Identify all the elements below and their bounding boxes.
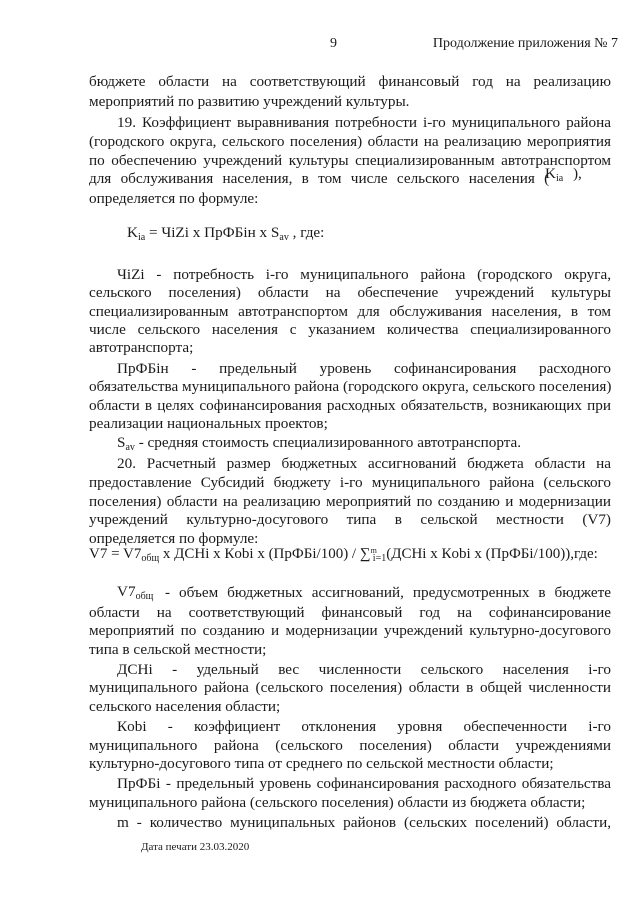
text-line: муниципального района (сельского поселения) области в общей численности: [89, 679, 611, 696]
text-line: ЧiZi - потребность i-го муниципального района (городского округа,: [117, 266, 611, 283]
text-line: культурно-досугового типа от среднего по сельской местности области;: [89, 755, 554, 772]
text-line: определяется по формуле:: [89, 530, 259, 547]
text-line: для обслуживания населения, в том числе сельского населения (: [89, 170, 550, 187]
text-line: обязательства муниципального района (городского округа, сельского поселения): [89, 378, 612, 395]
text-line: области на соответствующий финансовый год на софинансирование: [89, 604, 611, 621]
text-line: определяется по формуле:: [89, 190, 259, 207]
print-date: Дата печати 23.03.2020: [141, 841, 250, 853]
text-line-v7: $V7_{общ}$: [117, 583, 154, 602]
text-line: Кobi - коэффициент отклонения уровня обеспеченности i-го: [117, 718, 611, 735]
text-line: - объем бюджетных ассигнований, предусмотренных в бюджете: [165, 584, 611, 601]
text-line: 19. Коэффициент выравнивания потребности i-го муниципального района: [117, 114, 611, 131]
text-line: автотранспорта;: [89, 339, 194, 356]
text-line: реализации национальных проектов;: [89, 415, 328, 432]
text-line: области в целях софинансирования расходных обязательств, возникающих при: [89, 397, 611, 414]
inline-coefficient: $K_{ia}$ ),: [545, 165, 582, 184]
text-line: мероприятий по развитию учреждений культуры.: [89, 93, 410, 110]
text-line: 20. Расчетный размер бюджетных ассигнований бюджета области на: [117, 455, 611, 472]
text-line: мероприятий по созданию и модернизации учреждений культурно-досугового: [89, 622, 611, 639]
text-line-sav: $S_{av}$ - средняя стоимость специализированного автотранспорта.: [117, 434, 522, 453]
text-line: m - количество муниципальных районов (сельских поселений) области,: [117, 814, 611, 831]
text-line: ДСНi - удельный вес численности сельского населения i-го: [117, 661, 611, 678]
text-line: учреждений культурно-досугового типа в сельской местности (V7): [89, 511, 611, 528]
text-line: по обеспечению учреждений культуры специализированным автотранспортом: [89, 152, 611, 169]
text-line: ПрФБiн - предельный уровень софинансирования расходного: [117, 360, 611, 377]
formula-1: $K_{ia}$ = ЧiZi x ПрФБiн x $S_{av}$ , где:: [127, 224, 325, 243]
text-line: предоставление Субсидий бюджету i-го муниципального района (сельского: [89, 474, 611, 491]
text-line: типа в сельской местности;: [89, 641, 267, 658]
formula-2: $V7 = V7_{общ}$ x ДСНi x Кobi x (ПрФБi/100) / ∑$^m_{i=1}$(ДСНi x Кobi x (ПрФБi/100)),где:: [89, 546, 598, 564]
text-line: сельского населения области;: [89, 698, 281, 715]
text-line: ПрФБi - предельный уровень софинансирования расходного обязательства: [117, 775, 611, 792]
text-line: сельского поселения) области на обеспечение учреждений культуры: [89, 284, 611, 301]
text-line: бюджете области на соответствующий финансовый год на реализацию: [89, 73, 611, 90]
text-line: специализированным автотранспортом для обслуживания населения, в том: [89, 303, 611, 320]
text-line: (городского округа, сельского поселения) области на реализацию мероприятия: [89, 133, 611, 150]
page-number: 9: [330, 36, 337, 51]
text-line: муниципального района (сельского поселения) области учреждениями: [89, 737, 611, 754]
text-line: поселения) области на реализацию мероприятий по созданию и модернизации: [89, 493, 611, 510]
text-line: муниципального района (сельского поселения) области из бюджета области;: [89, 794, 586, 811]
continuation-header: Продолжение приложения № 7: [432, 36, 618, 51]
text-line: числе сельского населения с указанием количества специализированного: [89, 321, 611, 338]
